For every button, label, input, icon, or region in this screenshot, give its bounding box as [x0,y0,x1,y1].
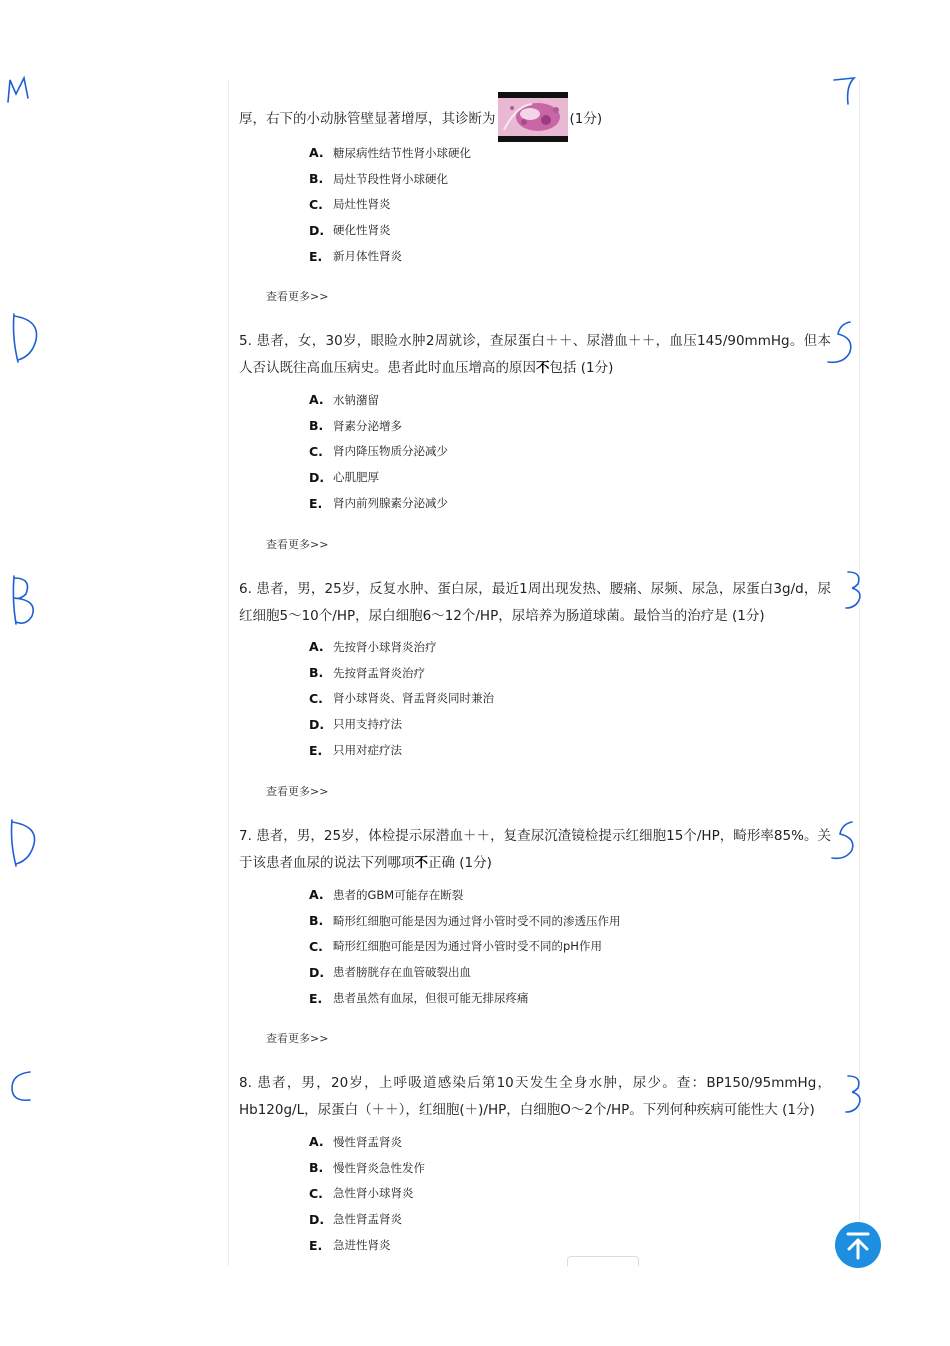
view-more-link[interactable]: 查看更多>> [266,785,329,798]
option-d[interactable]: D. 只用支持疗法 [309,716,402,732]
option-a[interactable]: A. 水钠潴留 [309,392,379,408]
option-b[interactable]: B. 先按肾盂肾炎治疗 [309,665,425,681]
option-e[interactable]: E. 新月体性肾炎 [309,248,402,264]
option-b[interactable]: B. 局灶节段性肾小球硬化 [309,171,448,187]
question-card [228,80,860,1266]
option-b[interactable]: B. 慢性肾炎急性发作 [309,1160,425,1176]
handwritten-score-7 [830,72,860,108]
question-4-stem: 厚，右下的小动脉管壁显著增厚，其诊断为 [239,111,496,127]
handwritten-answer-c [6,1066,36,1106]
question-6-text: 6. 患者，男，25岁，反复水肿、蛋白尿，最近1周出现发热、腰痛、尿频、尿急，尿蛋白3g/d，尿红细胞5～10个/HP，尿白细胞6～12个/HP，尿培养为肠道球菌。最恰当的治疗是 (1分) [239,581,831,624]
back-to-top-button[interactable] [835,1222,881,1268]
handwritten-score-3 [840,566,870,612]
handwritten-answer-d [6,814,42,870]
view-more-link[interactable]: 查看更多>> [266,538,329,551]
question-8-options [309,1129,789,1258]
question-7-text: 7. 患者，男，25岁，体检提示尿潜血＋＋，复查尿沉渣镜检提示红细胞15个/HP，畸形率85%。关于该患者血尿的说法下列哪项不正确 (1分) [239,828,831,871]
option-e[interactable]: E. 急进性肾炎 [309,1237,391,1253]
option-c[interactable]: C. 急性肾小球肾炎 [309,1185,414,1201]
handwritten-answer-b [6,572,42,628]
question-4-options [309,140,789,269]
question-5-text: 5. 患者，女，30岁，眼睑水肿2周就诊，查尿蛋白＋＋、尿潜血＋＋，血压145/90mmHg。但本人否认既往高血压病史。患者此时血压增高的原因不包括 (1分) [239,333,831,376]
option-d[interactable]: D. 硬化性肾炎 [309,222,391,238]
pathology-image-thumbnail[interactable] [498,92,568,142]
option-d[interactable]: D. 急性肾盂肾炎 [309,1211,402,1227]
question-6-options [309,634,789,763]
option-e[interactable]: E. 只用对症疗法 [309,742,402,758]
option-c[interactable]: C. 肾内降压物质分泌减少 [309,443,448,459]
question-7-options [309,882,789,1011]
handwritten-answer-d [8,308,44,368]
arrow-up-to-top-icon [835,1222,881,1268]
option-e[interactable]: E. 患者虽然有血尿，但很可能无排尿疼痛 [309,990,529,1006]
question-4-text [239,94,831,144]
option-a[interactable]: A. 慢性肾盂肾炎 [309,1134,402,1150]
question-8-text: 8. 患者，男，20岁，上呼吸道感染后第10天发生全身水肿，尿少。查：BP150/95mmHg，Hb120g/L，尿蛋白（＋＋），红细胞(＋)/HP，白细胞O～2个/HP。下列何种疾病可能性大 (1分) [239,1075,831,1118]
option-c[interactable]: C. 畸形红细胞可能是因为通过肾小管时受不同的pH作用 [309,938,602,954]
handwritten-score-5 [826,818,860,862]
view-more-link[interactable]: 查看更多>> [266,290,329,303]
option-b[interactable]: B. 肾素分泌增多 [309,418,402,434]
option-a[interactable]: A. 先按肾小球肾炎治疗 [309,639,437,655]
handwritten-score-5 [822,316,858,368]
page-bottom-blank [0,1266,950,1346]
option-d[interactable]: D. 患者膀胱存在血管破裂出血 [309,964,471,980]
handwritten-answer-a [0,70,40,110]
handwritten-score-3 [840,1070,870,1116]
option-b[interactable]: B. 畸形红细胞可能是因为通过肾小管时受不同的渗透压作用 [309,913,621,929]
view-more-link[interactable]: 查看更多>> [266,1032,329,1045]
option-e[interactable]: E. 肾内前列腺素分泌减少 [309,495,448,511]
option-c[interactable]: C. 肾小球肾炎、肾盂肾炎同时兼治 [309,690,494,706]
question-5-options [309,387,789,516]
option-c[interactable]: C. 局灶性肾炎 [309,196,391,212]
question-4-score: (1分) [569,111,603,127]
option-a[interactable]: A. 患者的GBM可能存在断裂 [309,887,464,903]
option-d[interactable]: D. 心肌肥厚 [309,469,379,485]
option-a[interactable]: A. 糖尿病性结节性肾小球硬化 [309,145,471,161]
